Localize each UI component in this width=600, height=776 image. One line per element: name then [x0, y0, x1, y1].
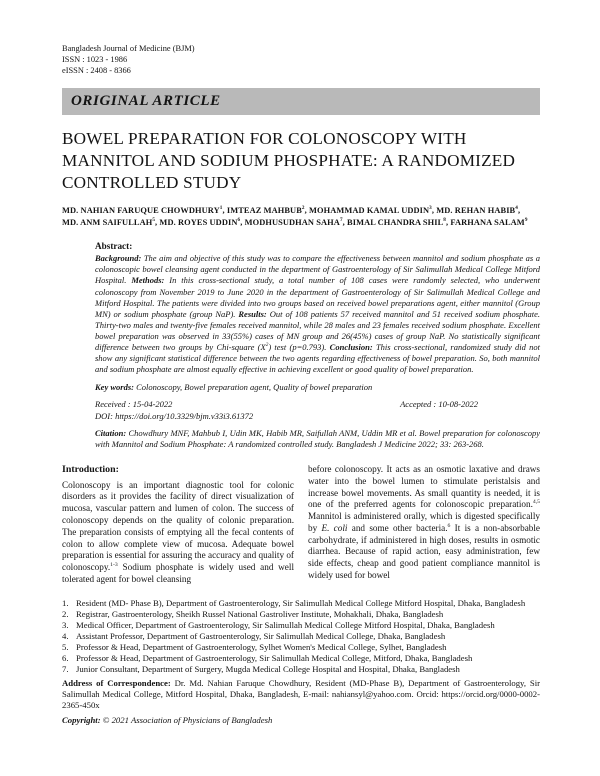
affiliation-text: Registrar, Gastroenterology, Sheikh Russel National Gastroliver Institute, Mohakhali, Dhaka, Bangladesh	[76, 608, 444, 619]
affiliation-text: Medical Officer, Department of Gastroenterology, Sir Salimullah Medical College Mitford Hospital, Dhaka, Bangladesh	[76, 619, 495, 630]
affiliation-number: 3.	[62, 619, 69, 630]
doi-line: DOI: https://doi.org/10.3329/bjm.v33i3.61372	[95, 410, 254, 421]
article-title: BOWEL PREPARATION FOR COLONOSCOPY WITH MANNITOL AND SODIUM PHOSPHATE: A RANDOMIZED CONTROLLED STUDY	[62, 128, 516, 193]
journal-eissn: eISSN : 2408 - 8366	[62, 65, 131, 75]
journal-masthead	[62, 44, 540, 77]
affiliation-item	[62, 664, 540, 675]
affiliation-text: Professor & Head, Department of Gastroenterology, Sir Salimullah Medical College, Mitford, Dhaka, Bangladesh	[76, 652, 473, 663]
footnotes-section	[62, 598, 540, 727]
affiliation-item	[62, 609, 540, 620]
dates-row	[95, 399, 540, 409]
received-date: Received : 15-04-2022	[95, 398, 173, 409]
citation-paragraph: Citation: Chowdhury MNF, Mahbub I, Udin MK, Habib MR, Saifullah ANM, Uddin MR et al. Bowel preparation for colonoscopy with Mannitol and Sodium Phosphate: A randomized controlled study. Bangladesh J Medicine 2022; 33: 263-268.	[95, 427, 540, 449]
author-list: MD. NAHIAN FARUQUE CHOWDHURY$^1$, IMTEAZ MAHBUB$^2$, MOHAMMAD KAMAL UDDIN$^3$, MD. REHAN HABIB$^4$, MD. ANM SAIFULLAH$^5$, MD. ROYES UDDIN$^6$, MODHUSUDHAN SAHA$^7$, BIMAL CHANDRA SHIL$^8$, FARHANA SALAM$^9$	[62, 205, 528, 227]
affiliation-item	[62, 642, 540, 653]
affiliation-number: 4.	[62, 630, 69, 641]
keywords-line: Key words: Colonoscopy, Bowel preparation agent, Quality of bowel preparation	[95, 381, 373, 392]
affiliation-text: Resident (MD- Phase B), Department of Gastroenterology, Sir Salimullah Medical College Mitford Hospital, Dhaka, Bangladesh	[76, 597, 526, 608]
affiliation-text: Junior Consultant, Department of Surgery, Mugda Medical College Hospital and Hospital, Dhaka, Bangladesh	[76, 663, 460, 674]
journal-name: Bangladesh Journal of Medicine (BJM)	[62, 44, 195, 53]
affiliation-item	[62, 620, 540, 631]
right-column	[308, 464, 540, 586]
copyright-line: Copyright: © 2021 Association of Physicians of Bangladesh	[62, 715, 273, 726]
article-type-banner	[62, 88, 540, 115]
affiliation-text: Professor & Head, Department of Gastroenterology, Sylhet Women's Medical College, Sylhet, Bangladesh	[76, 641, 447, 652]
introduction-paragraph-left: Colonoscopy is an important diagnostic tool for colonic disorders as it provides the facility of direct visualization of mucosa, vascular pattern and lumen of colon. The success of colonoscopy depends on the quality of colonic preparation. The preparation consists of emptying all the fecal contents of colon to allow complete view of mucosa. Adequate bowel preparation is essential for assuring the accuracy and quality of colonoscopy.$^{1-3}$ Sodium phosphate is widely used and well tolerated agent for bowel cleansing	[62, 479, 294, 584]
affiliation-number: 7.	[62, 663, 69, 674]
article-type-label: ORIGINAL ARTICLE	[71, 92, 221, 109]
affiliation-number: 6.	[62, 652, 69, 663]
article-body	[62, 464, 540, 586]
accepted-date: Accepted : 10-08-2022	[400, 398, 478, 409]
abstract-section	[95, 241, 540, 450]
affiliation-number: 1.	[62, 597, 69, 608]
affiliation-item	[62, 653, 540, 664]
affiliation-number: 2.	[62, 608, 69, 619]
introduction-paragraph-right: before colonoscopy. It acts as an osmotic laxative and draws water into the bowel lumen to stimulate peristalsis and increase bowel movements. As small quantity is needed, it is one of the preferred agents for colonoscopic preparation.$^{4,5}$ Mannitol is administered orally, which is digested specifically by E. coli and some other bacteria.$^6$ It is a non-absorbable carbohydrate, if administered in high doses, results in osmotic diarrhea. Because of rapid action, easy administration, few side effects, cheap and good patient compliance mannitol is widely used for bowel	[308, 464, 541, 580]
affiliation-number: 5.	[62, 641, 69, 652]
left-column	[62, 464, 294, 586]
correspondence-paragraph: Address of Correspondence: Dr. Md. Nahian Faruque Chowdhury, Resident (MD-Phase B), Department of Gastroenterology, Sir Salimullah Medical College, Mitford Hospital, Dhaka, Bangladesh, E-mail: nahiansyl@yahoo.com. Orcid: https://orcid.org/0000-0002-2365-450x	[62, 677, 541, 711]
affiliation-item	[62, 598, 540, 609]
affiliation-item	[62, 631, 540, 642]
affiliation-list	[62, 598, 540, 675]
abstract-heading: Abstract:	[95, 241, 133, 252]
introduction-heading: Introduction:	[62, 464, 119, 476]
journal-issn: ISSN : 1023 - 1986	[62, 54, 128, 64]
affiliation-text: Assistant Professor, Department of Gastroenterology, Sir Salimullah Medical College, Dhaka, Bangladesh	[76, 630, 446, 641]
abstract-text: Background: The aim and objective of this study was to compare the effectiveness between mannitol and sodium phosphate as a colonoscopic bowel cleansing agent conducted in the department of Gastroenterology of Sir Salimullah Medical College Mitford Hospital. Methods: In this cross-sectional study, a total number of 108 cases were randomly selected, who underwent colonoscopy from November 2019 to June 2020 in the department of Gastroenterology of Sir Salimullah Medical College and Mitford Hospital. The patients were divided into two groups based on received bowel preparations agent, either mannitol (Group MN) or sodium phosphate (group NaP). Results: Out of 108 patients 57 received mannitol and 51 received sodium phosphate. Thirty-two males and twenty-five females received mannitol, while 28 males and 23 females received sodium phosphate. Excellent bowel preparation was observed in 33(55%) cases of MN group and 26(45%) cases of group NaP. No statistically significant difference between two groups by Chi-square $(X^2)$ test (p=0.793). Conclusion: This cross-sectional, randomized study did not show any significant statistical difference between the two agents regarding effectiveness of bowel preparation. So, both mannitol and sodium phosphate are almost equally effective in achieving excellent or good quality of bowel preparation.	[95, 253, 541, 374]
